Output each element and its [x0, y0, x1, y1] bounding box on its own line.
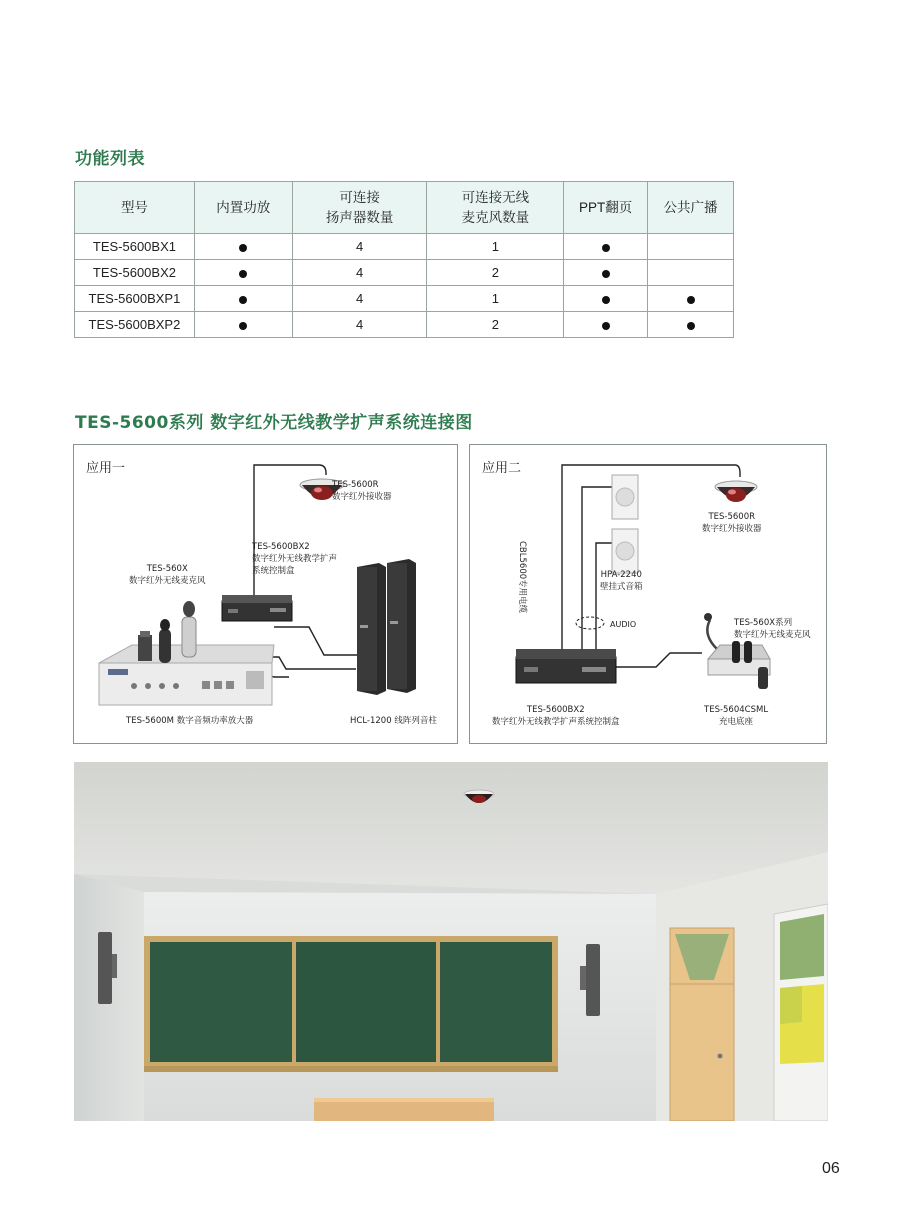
application-two-panel	[469, 444, 827, 744]
header-broadcast: 公共广播	[648, 182, 734, 234]
cell-model: TES-5600BX1	[75, 234, 195, 260]
bullet-icon	[687, 322, 695, 330]
bullet-icon	[602, 322, 610, 330]
bullet-icon	[239, 244, 247, 252]
feature-cell-broadcast	[648, 234, 734, 260]
feature-cell-amp	[194, 234, 292, 260]
audio-label: AUDIO	[610, 620, 637, 629]
feature-table	[74, 181, 734, 338]
classroom-photo	[74, 762, 828, 1121]
line-array-speaker-icon	[357, 559, 416, 695]
cell-model: TES-5600BXP2	[75, 312, 195, 338]
bullet-icon	[687, 296, 695, 304]
header-ppt: PPT翻页	[564, 182, 648, 234]
receiver-label: TES-5600R 数字红外接收器	[702, 512, 762, 534]
application-one-title: 应用一	[86, 461, 126, 476]
feature-cell-ppt	[564, 234, 648, 260]
cell-speakers: 4	[292, 234, 427, 260]
header-speaker-count: 可连接 扬声器数量	[292, 182, 427, 234]
bullet-icon	[239, 270, 247, 278]
feature-cell-broadcast	[648, 312, 734, 338]
cell-model: TES-5600BXP1	[75, 286, 195, 312]
cell-speakers: 4	[292, 312, 427, 338]
dome-receiver-icon	[715, 481, 757, 502]
feature-cell-ppt	[564, 260, 648, 286]
page-number: 06	[822, 1160, 840, 1177]
cell-mics: 2	[427, 260, 564, 286]
cell-speakers: 4	[292, 286, 427, 312]
diagram-title: TES-5600系列 数字红外无线教学扩声系统连接图	[75, 413, 473, 433]
feature-cell-ppt	[564, 286, 648, 312]
header-model: 型号	[75, 182, 195, 234]
table-body	[75, 234, 734, 338]
feature-cell-amp	[194, 286, 292, 312]
wall-speaker-label: HPA-2240 壁挂式音箱	[600, 570, 643, 592]
table-row	[75, 312, 734, 338]
header-mic-count: 可连接无线 麦克风数量	[427, 182, 564, 234]
controller-box-icon	[516, 649, 616, 683]
bullet-icon	[602, 270, 610, 278]
features-title: 功能列表	[75, 149, 145, 169]
table-row	[75, 234, 734, 260]
wall-speaker-icon	[612, 475, 638, 573]
controller-label: TES-5600BX2 数字红外无线教学扩声系统控制盒	[492, 705, 620, 727]
table-header-row	[75, 182, 734, 234]
header-built-in-amp: 内置功放	[194, 182, 292, 234]
table-row	[75, 260, 734, 286]
cell-mics: 2	[427, 312, 564, 338]
feature-cell-ppt	[564, 312, 648, 338]
cell-speakers: 4	[292, 260, 427, 286]
bullet-icon	[239, 296, 247, 304]
feature-cell-broadcast	[648, 286, 734, 312]
amplifier-label: TES-5600M 数字音频功率放大器	[126, 716, 254, 726]
feature-cell-broadcast	[648, 260, 734, 286]
bullet-icon	[602, 296, 610, 304]
controller-box-icon	[222, 595, 292, 621]
mic-label: TES-560X系列 数字红外无线麦克风	[734, 618, 811, 640]
cell-mics: 1	[427, 286, 564, 312]
table-row	[75, 286, 734, 312]
feature-cell-amp	[194, 260, 292, 286]
application-one-panel	[73, 444, 458, 744]
controller-label: TES-5600BX2 数字红外无线教学扩声 系统控制盒	[252, 542, 338, 576]
column-speaker-label: HCL-1200 线阵列音柱	[350, 716, 437, 726]
mic-label: TES-560X 数字红外无线麦克风	[129, 564, 206, 586]
cell-model: TES-5600BX2	[75, 260, 195, 286]
wireless-mic-icon	[138, 601, 196, 663]
receiver-label: TES-5600R 数字红外接收器	[332, 480, 392, 502]
feature-cell-amp	[194, 312, 292, 338]
application-one-diagram	[74, 445, 458, 744]
bullet-icon	[239, 322, 247, 330]
bullet-icon	[602, 244, 610, 252]
cable-label: CBL5600专用电缆	[517, 541, 527, 614]
charger-label: TES-5604CSML 充电底座	[704, 705, 769, 727]
cell-mics: 1	[427, 234, 564, 260]
application-two-title: 应用二	[482, 461, 522, 476]
